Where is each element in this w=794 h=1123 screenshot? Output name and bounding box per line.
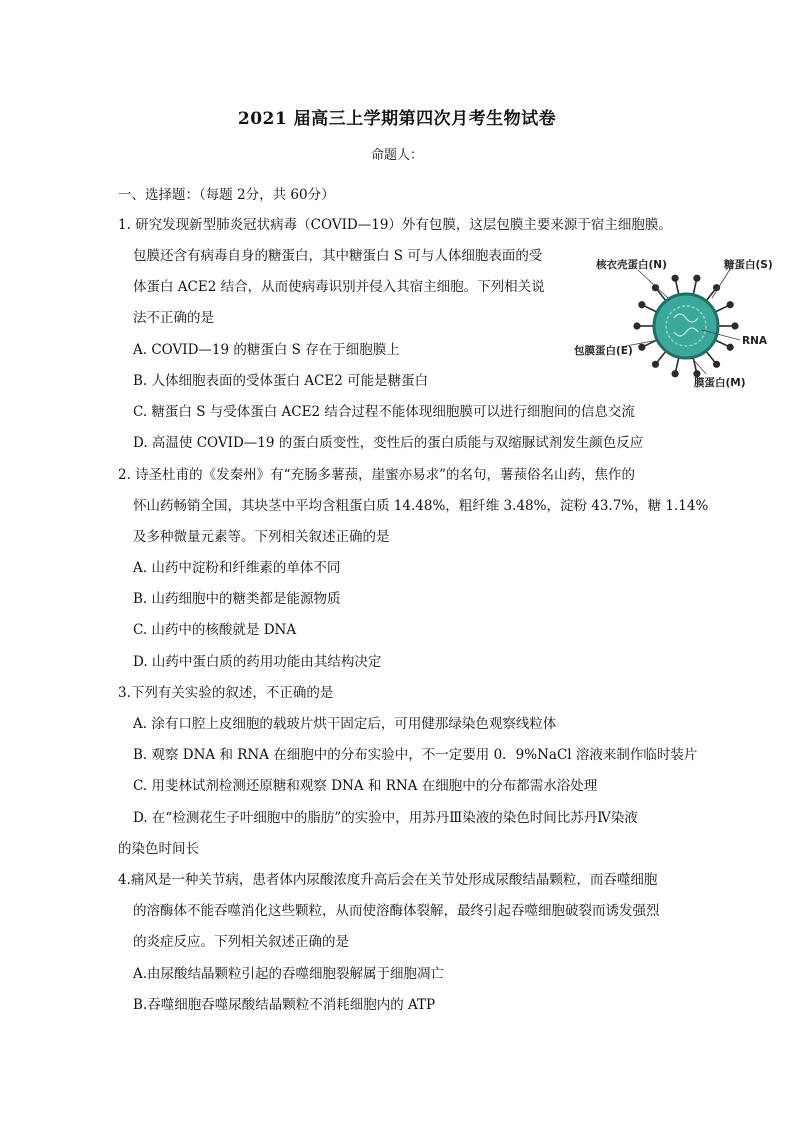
q1-option-c: C. 糖蛋白 S 与受体蛋白 ACE2 结合过程不能体现细胞膜可以进行细胞间的信息交流 bbox=[133, 404, 635, 420]
label-envelope: 包膜蛋白(E) bbox=[574, 345, 633, 357]
author-label: 命题人： bbox=[370, 148, 423, 163]
q4-line-1: 4.痛风是一种关节病，患者体内尿酸浓度升高后会在关节处形成尿酸结晶颗粒，而吞噬细胞 bbox=[118, 872, 658, 888]
spike-stalk bbox=[715, 340, 728, 346]
spike-head bbox=[727, 301, 734, 308]
q1-line-2: 包膜还含有病毒自身的糖蛋白，其中糖蛋白 S 可与人体细胞表面的受 bbox=[133, 248, 543, 264]
spike-stalk bbox=[693, 281, 696, 295]
virus-envelope bbox=[654, 294, 718, 358]
q3-option-d: D. 在“检测花生子叶细胞中的脂肪”的实验中，用苏丹Ⅲ染液的染色时间比苏丹Ⅳ染液 bbox=[133, 810, 638, 826]
q2-line-2: 怀山药畅销全国，其块茎中平均含粗蛋白质 14.48%，粗纤维 3.48%，淀粉 43.7%，糖 1.14% bbox=[133, 498, 709, 514]
spike-stalk bbox=[645, 306, 658, 312]
q2-line-1: 2. 诗圣杜甫的《发秦州》有“充肠多薯蓣，崖蜜亦易求”的名句，薯蓣俗名山药，焦作的 bbox=[118, 467, 635, 483]
label-rna: RNA bbox=[742, 335, 767, 347]
q4-option-a: A.由尿酸结晶颗粒引起的吞噬细胞裂解属于细胞凋亡 bbox=[133, 966, 445, 982]
spike-stalk bbox=[715, 306, 728, 312]
spike-stalk bbox=[706, 351, 715, 362]
spike-head bbox=[652, 284, 659, 291]
q3-option-b: B. 观察 DNA 和 RNA 在细胞中的分布实验中，不一定要用 0．9%NaCl 溶液来制作临时装片 bbox=[133, 747, 698, 763]
label-membrane: 膜蛋白(M) bbox=[694, 377, 746, 389]
q1-line-3: 体蛋白 ACE2 结合，从而使病毒识别并侵入其宿主细胞。下列相关说 bbox=[133, 279, 545, 295]
spike-stalk bbox=[676, 281, 679, 295]
q2-option-b: B. 山药细胞中的糖类都是能源物质 bbox=[133, 591, 341, 607]
q2-line-3: 及多种微量元素等。下列相关叙述正确的是 bbox=[133, 529, 390, 545]
spike-stalk bbox=[676, 357, 679, 371]
q3-option-c: C. 用斐林试剂检测还原糖和观察 DNA 和 RNA 在细胞中的分布都需水浴处理 bbox=[133, 778, 598, 794]
q2-option-a: A. 山药中淀粉和纤维素的单体不同 bbox=[133, 560, 341, 576]
q1-option-d: D. 高温使 COVID—19 的蛋白质变性，变性后的蛋白质能与双缩脲试剂发生颜色反应 bbox=[133, 435, 644, 451]
label-nucleocapsid: 核衣壳蛋白(N) bbox=[596, 259, 667, 271]
section-heading: 一、选择题：（每题 2分，共 60分） bbox=[118, 187, 335, 203]
label-glycoprotein: 糖蛋白(S) bbox=[724, 259, 773, 271]
q1-option-b: B. 人体细胞表面的受体蛋白 ACE2 可能是糖蛋白 bbox=[133, 373, 429, 389]
spike-stalk bbox=[657, 351, 666, 362]
leader-line-n bbox=[638, 270, 670, 300]
q4-line-2: 的溶酶体不能吞噬消化这些颗粒，从而使溶酶体裂解，最终引起吞噬细胞破裂而诱发强烈 bbox=[133, 903, 660, 919]
q1-line-1: 1. 研究发现新型肺炎冠状病毒（COVID—19）外有包膜，这层包膜主要来源于宿主细胞膜。 bbox=[118, 217, 672, 233]
q3-option-a: A. 涂有口腔上皮细胞的载玻片烘干固定后，可用健那绿染色观察线粒体 bbox=[133, 716, 557, 732]
q4-line-3: 的炎症反应。下列相关叙述正确的是 bbox=[133, 934, 349, 950]
spike-head bbox=[693, 275, 700, 282]
spike-head bbox=[727, 344, 734, 351]
q2-option-d: D. 山药中蛋白质的药用功能由其结构决定 bbox=[133, 654, 382, 670]
spike-head bbox=[713, 361, 720, 368]
spike-head bbox=[638, 344, 645, 351]
page-title: 2021 届高三上学期第四次月考生物试卷 bbox=[237, 109, 557, 129]
spike-head bbox=[652, 361, 659, 368]
spike-head bbox=[638, 301, 645, 308]
spike-head bbox=[633, 322, 640, 329]
q4-option-b: B.吞噬细胞吞噬尿酸结晶颗粒不消耗细胞内的 ATP bbox=[133, 997, 436, 1013]
q3-line-1: 3.下列有关实验的叙述，不正确的是 bbox=[118, 685, 334, 701]
q1-option-a: A. COVID—19 的糖蛋白 S 存在于细胞膜上 bbox=[133, 342, 400, 358]
q2-option-c: C. 山药中的核酸就是 DNA bbox=[133, 622, 297, 638]
q3-option-d-cont: 的染色时间长 bbox=[118, 841, 199, 857]
q1-line-4: 法不正确的是 bbox=[133, 310, 214, 326]
spike-head bbox=[671, 370, 678, 377]
virus-structure-figure bbox=[566, 236, 780, 396]
spike-head bbox=[671, 275, 678, 282]
spike-head bbox=[731, 322, 738, 329]
